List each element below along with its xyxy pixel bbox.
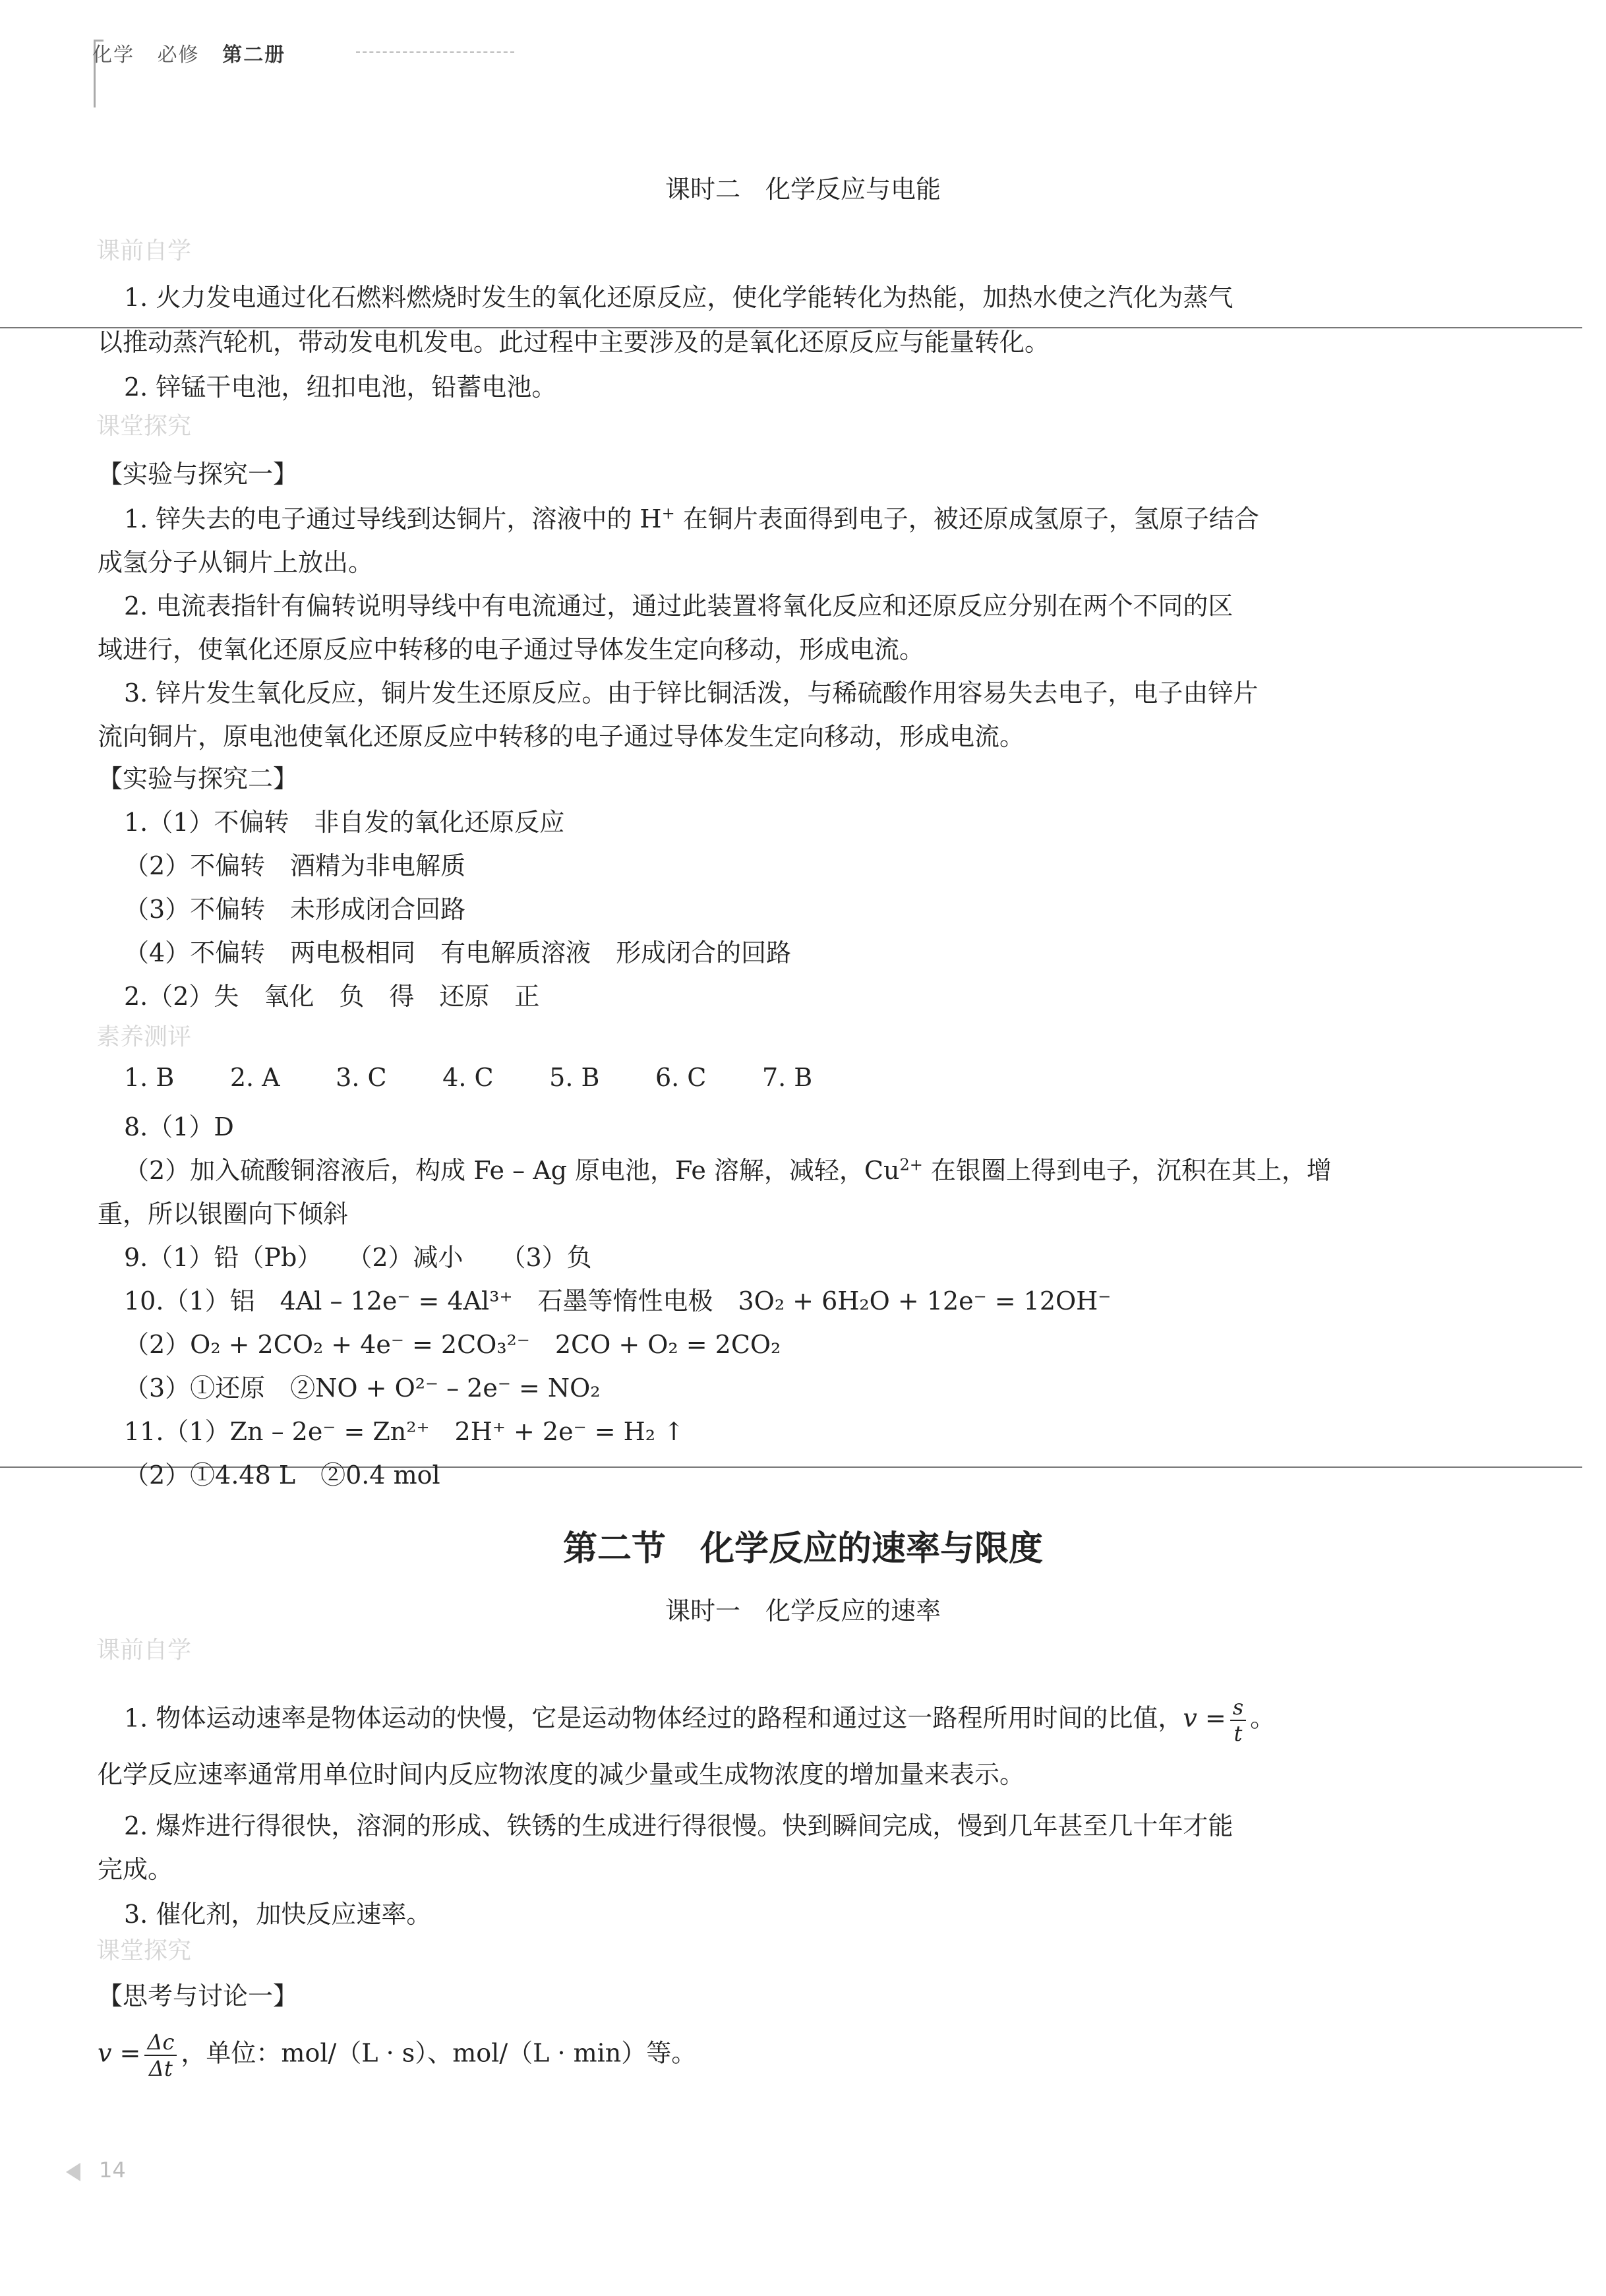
exp1-para-2a: 2. 电流表指针有偏转说明导线中有电流通过，通过此装置将氧化反应和还原反应分别在两个不同的区 <box>124 591 1234 620</box>
pre2-para-2b: 完成。 <box>98 1855 173 1884</box>
exp2-line-1: 1.（1）不偏转 非自发的氧化还原反应 <box>124 808 565 837</box>
pre2-para-2a: 2. 爆炸进行得很快，溶洞的形成、铁锈的生成进行得很慢。快到瞬间完成，慢到几年甚至几十年才能 <box>124 1811 1234 1840</box>
q11-part1: 11.（1）Zn – 2e⁻ = Zn²⁺ 2H⁺ + 2e⁻ = H₂ ↑ <box>124 1417 684 1446</box>
section-label-pre-study-2: 课前自学 <box>96 1637 192 1664</box>
q10-part2: （2）O₂ + 2CO₂ + 4e⁻ = 2CO₃²⁻ 2CO + O₂ = 2CO₂ <box>124 1330 781 1359</box>
q8-part1: 8.（1）D <box>124 1112 234 1141</box>
q10-part3: （3）①还原 ②NO + O²⁻ – 2e⁻ = NO₂ <box>124 1374 601 1403</box>
pre-para-2: 2. 锌锰干电池，纽扣电池，铅蓄电池。 <box>124 373 557 402</box>
pre-para-1b: 以推动蒸汽轮机，带动发电机发电。此过程中主要涉及的是氧化还原反应与能量转化。 <box>98 328 1050 357</box>
pre2-para-1a: 1. 物体运动速率是物体运动的快慢，它是运动物体经过的路程和通过这一路程所用时间的比值，v = $\frac{s}{t}$ 。 <box>124 1695 1276 1746</box>
q11-part2: （2）①4.48 L ②0.4 mol <box>124 1461 440 1490</box>
exp1-para-2b: 域进行，使氧化还原反应中转移的电子通过导体发生定向移动，形成电流。 <box>98 635 925 664</box>
answer-1: 1. B <box>124 1063 175 1092</box>
section-label-classroom-2: 课堂探究 <box>96 1937 192 1964</box>
exp1-para-3a: 3. 锌片发生氧化反应，铜片发生还原反应。由于锌比铜活泼，与稀硫酸作用容易失去电子，电子由锌片 <box>124 679 1259 708</box>
section-title: 第二节 化学反应的速率与限度 <box>562 1529 1043 1569</box>
exp2-title: 【实验与探究二】 <box>98 764 299 793</box>
header-book: 化学 <box>92 44 134 67</box>
section-label-classroom: 课堂探究 <box>96 413 192 440</box>
answer-4: 4. C <box>442 1063 494 1092</box>
answer-6: 6. C <box>655 1063 707 1092</box>
pre2-para-3: 3. 催化剂，加快反应速率。 <box>124 1900 432 1929</box>
think1-title: 【思考与讨论一】 <box>98 1981 299 2010</box>
q9: 9.（1）铅（Pb） （2）减小 （3）负 <box>124 1243 592 1272</box>
answer-7: 7. B <box>761 1063 813 1092</box>
q8-part2a: （2）加入硫酸铜溶液后，构成 Fe – Ag 原电池，Fe 溶解，减轻，$Cu^{2+}$ 在银圈上得到电子，沉积在其上，增 <box>124 1155 1332 1185</box>
eval-answer-row <box>124 1063 812 1092</box>
exp1-title: 【实验与探究一】 <box>98 460 299 489</box>
answer-2: 2. A <box>229 1063 280 1092</box>
header-volume: 必修 <box>157 44 200 67</box>
exp2-line-3: （3）不偏转 未形成闭合回路 <box>124 895 466 924</box>
pre2-para-1b: 化学反应速率通常用单位时间内反应物浓度的减少量或生成物浓度的增加量来表示。 <box>98 1760 1025 1789</box>
exp2-line-2: （2）不偏转 酒精为非电解质 <box>124 851 466 880</box>
header-edition: 第二册 <box>222 44 286 67</box>
q10-part1: 10.（1）铝 4Al – 12e⁻ = 4Al³⁺ 石墨等惰性电极 3O₂ + 6H₂O + 12e⁻ = 12OH⁻ <box>124 1286 1112 1315</box>
rate-formula: v = $\frac{\Delta c}{\Delta t}$ ，单位：mol/（L · s）、mol/（L · min）等。 <box>98 2030 697 2081</box>
exp1-para-1b: 成氢分子从铜片上放出。 <box>98 548 374 577</box>
exp2-line-5: 2.（2）失 氧化 负 得 还原 正 <box>124 982 540 1011</box>
exp2-line-4: （4）不偏转 两电极相同 有电解质溶液 形成闭合的回路 <box>124 938 792 967</box>
answer-3: 3. C <box>336 1063 387 1092</box>
fraction-dc-over-dt: $\frac{\Delta c}{\Delta t}$ <box>144 2030 177 2081</box>
section-label-pre-study: 课前自学 <box>96 237 192 264</box>
exp1-para-1a: 1. 锌失去的电子通过导线到达铜片，溶液中的 H+ 在铜片表面得到电子，被还原成氢原子，氢原子结合 <box>124 504 1259 533</box>
running-header <box>92 38 285 67</box>
answer-5: 5. B <box>549 1063 600 1092</box>
pre-para-1a: 1. 火力发电通过化石燃料燃烧时发生的氧化还原反应，使化学能转化为热能，加热水使之汽化为蒸气 <box>124 283 1234 312</box>
page-number: 14 <box>99 2158 126 2183</box>
header-rule <box>356 51 514 53</box>
page-marker-icon <box>66 2163 80 2181</box>
lesson-title: 课时二 化学反应与电能 <box>665 175 941 204</box>
exp1-para-3b: 流向铜片，原电池使氧化还原反应中转移的电子通过导体发生定向移动，形成电流。 <box>98 722 1025 751</box>
section-label-evaluation: 素养测评 <box>96 1023 192 1050</box>
q8-part2b: 重，所以银圈向下倾斜 <box>98 1199 349 1228</box>
lesson1-title: 课时一 化学反应的速率 <box>665 1596 941 1625</box>
fraction-s-over-t: $\frac{s}{t}$ <box>1230 1695 1246 1746</box>
